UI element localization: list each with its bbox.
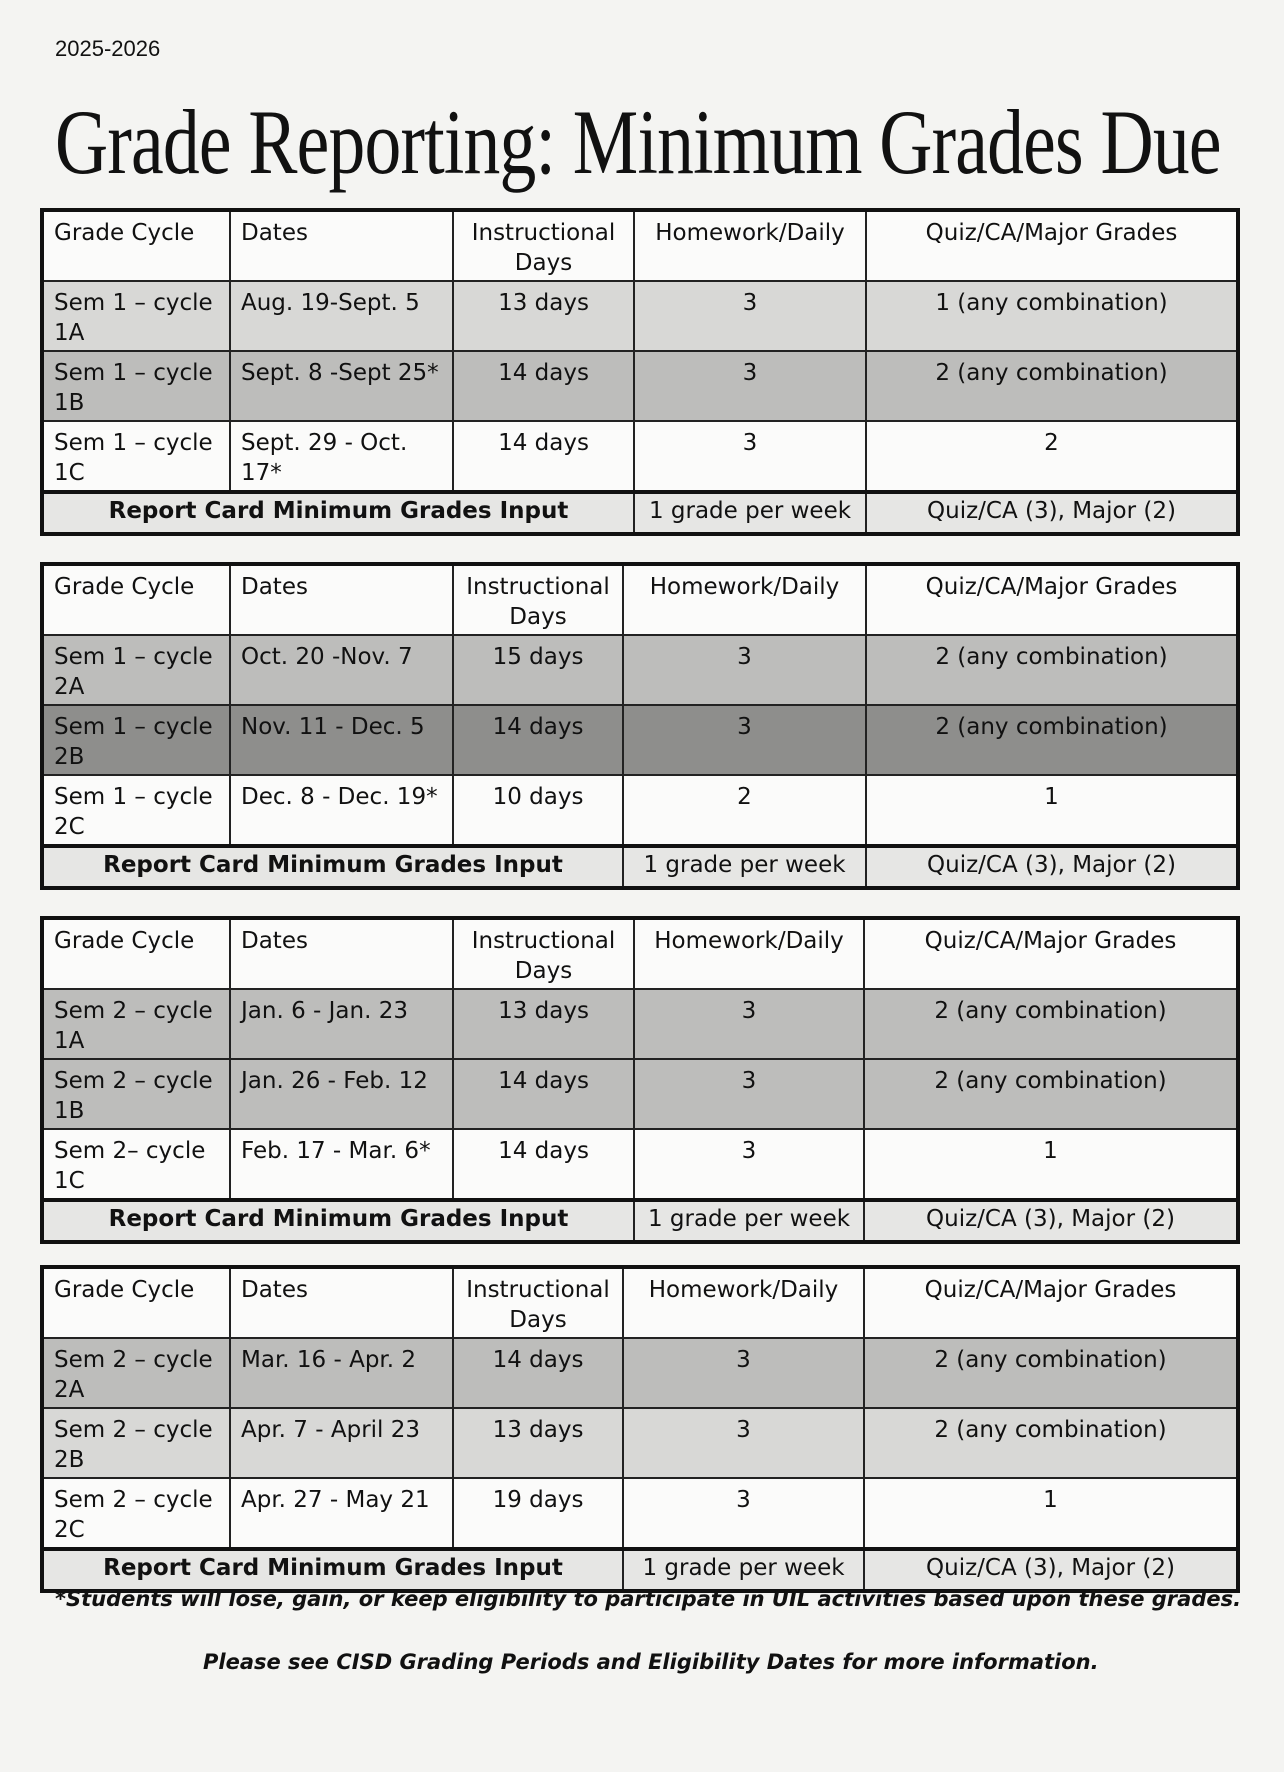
report-card-quiz: Quiz/CA (3), Major (2) <box>866 492 1238 534</box>
cell-grade-cycle: Sem 2 – cycle 1A <box>42 989 230 1059</box>
cell-quiz-ca-major: 2 (any combination) <box>864 1338 1238 1408</box>
cell-grade-cycle: Sem 2– cycle 1C <box>42 1129 230 1200</box>
cell-quiz-ca-major: 2 (any combination) <box>864 1059 1238 1129</box>
header-grade-cycle: Grade Cycle <box>42 918 230 989</box>
cell-dates: Sept. 29 - Oct. 17* <box>230 421 453 492</box>
header-quiz-ca-major: Quiz/CA/Major Grades <box>866 564 1238 635</box>
cell-homework-daily: 3 <box>634 989 864 1059</box>
cell-quiz-ca-major: 1 <box>864 1129 1238 1200</box>
report-card-label: Report Card Minimum Grades Input <box>42 1200 634 1242</box>
header-quiz-ca-major: Quiz/CA/Major Grades <box>864 1267 1238 1338</box>
header-homework-daily: Homework/Daily <box>634 210 866 281</box>
cell-instructional-days: 15 days <box>453 635 623 705</box>
table-row <box>42 1129 1238 1200</box>
cell-homework-daily: 3 <box>623 1338 864 1408</box>
table-header-row <box>42 564 1238 635</box>
cell-grade-cycle: Sem 2 – cycle 2A <box>42 1338 230 1408</box>
cell-grade-cycle: Sem 2 – cycle 2B <box>42 1408 230 1478</box>
cell-dates: Sept. 8 -Sept 25* <box>230 351 453 421</box>
cell-quiz-ca-major: 2 (any combination) <box>866 635 1238 705</box>
cell-dates: Jan. 26 - Feb. 12 <box>230 1059 453 1129</box>
cell-dates: Feb. 17 - Mar. 6* <box>230 1129 453 1200</box>
cell-grade-cycle: Sem 1 – cycle 1A <box>42 281 230 351</box>
cell-instructional-days: 14 days <box>453 1129 634 1200</box>
grade-table-sem2-cycle1 <box>40 916 1240 1244</box>
table-row <box>42 1338 1238 1408</box>
table-header-row <box>42 210 1238 281</box>
cell-dates: Apr. 7 - April 23 <box>230 1408 453 1478</box>
report-card-homework: 1 grade per week <box>623 846 866 888</box>
cell-grade-cycle: Sem 1 – cycle 1C <box>42 421 230 492</box>
cell-homework-daily: 3 <box>634 421 866 492</box>
report-card-quiz: Quiz/CA (3), Major (2) <box>864 1200 1238 1242</box>
cell-quiz-ca-major: 2 (any combination) <box>864 989 1238 1059</box>
table-row <box>42 775 1238 846</box>
eligibility-note: *Students will lose, gain, or keep eligibility to participate in UIL activities based upon these grades. <box>55 1587 1242 1611</box>
header-quiz-ca-major: Quiz/CA/Major Grades <box>866 210 1238 281</box>
header-dates: Dates <box>230 1267 453 1338</box>
header-dates: Dates <box>230 564 453 635</box>
table-row <box>42 1059 1238 1129</box>
header-instructional-days: Instructional Days <box>453 210 634 281</box>
cell-dates: Apr. 27 - May 21 <box>230 1478 453 1549</box>
cell-quiz-ca-major: 2 (any combination) <box>866 351 1238 421</box>
table-row <box>42 351 1238 421</box>
school-year: 2025-2026 <box>55 36 161 61</box>
table-row <box>42 1478 1238 1549</box>
cell-homework-daily: 2 <box>623 775 866 846</box>
report-card-row <box>42 846 1238 888</box>
cell-homework-daily: 3 <box>623 705 866 775</box>
cell-homework-daily: 3 <box>634 1059 864 1129</box>
table-header-row <box>42 1267 1238 1338</box>
cell-quiz-ca-major: 2 (any combination) <box>866 705 1238 775</box>
cell-grade-cycle: Sem 2 – cycle 1B <box>42 1059 230 1129</box>
report-card-label: Report Card Minimum Grades Input <box>42 1549 623 1591</box>
report-card-homework: 1 grade per week <box>623 1549 864 1591</box>
table-row <box>42 1408 1238 1478</box>
cell-grade-cycle: Sem 1 – cycle 2A <box>42 635 230 705</box>
page-title: Grade Reporting: Minimum Grades Due <box>55 91 1221 193</box>
report-card-quiz: Quiz/CA (3), Major (2) <box>864 1549 1238 1591</box>
cell-instructional-days: 14 days <box>453 351 634 421</box>
cell-homework-daily: 3 <box>634 1129 864 1200</box>
cell-instructional-days: 13 days <box>453 989 634 1059</box>
report-card-homework: 1 grade per week <box>634 492 866 534</box>
header-grade-cycle: Grade Cycle <box>42 1267 230 1338</box>
table-row <box>42 635 1238 705</box>
cell-grade-cycle: Sem 1 – cycle 2B <box>42 705 230 775</box>
cell-dates: Oct. 20 -Nov. 7 <box>230 635 453 705</box>
more-info-note: Please see CISD Grading Periods and Eligibility Dates for more information. <box>203 1650 1099 1674</box>
header-dates: Dates <box>230 210 453 281</box>
report-card-row <box>42 492 1238 534</box>
cell-instructional-days: 14 days <box>453 1059 634 1129</box>
cell-instructional-days: 13 days <box>453 281 634 351</box>
grade-table-sem1-cycle1 <box>40 208 1240 536</box>
cell-instructional-days: 19 days <box>453 1478 623 1549</box>
cell-quiz-ca-major: 2 <box>866 421 1238 492</box>
cell-instructional-days: 14 days <box>453 1338 623 1408</box>
cell-instructional-days: 13 days <box>453 1408 623 1478</box>
header-grade-cycle: Grade Cycle <box>42 564 230 635</box>
cell-quiz-ca-major: 1 <box>864 1478 1238 1549</box>
cell-homework-daily: 3 <box>623 1478 864 1549</box>
table-header-row <box>42 918 1238 989</box>
header-grade-cycle: Grade Cycle <box>42 210 230 281</box>
report-card-homework: 1 grade per week <box>634 1200 864 1242</box>
table-row <box>42 281 1238 351</box>
table-row <box>42 705 1238 775</box>
header-instructional-days: Instructional Days <box>453 564 623 635</box>
cell-dates: Aug. 19-Sept. 5 <box>230 281 453 351</box>
table-row <box>42 421 1238 492</box>
cell-grade-cycle: Sem 2 – cycle 2C <box>42 1478 230 1549</box>
cell-quiz-ca-major: 2 (any combination) <box>864 1408 1238 1478</box>
cell-instructional-days: 14 days <box>453 705 623 775</box>
cell-homework-daily: 3 <box>634 351 866 421</box>
cell-homework-daily: 3 <box>634 281 866 351</box>
cell-dates: Dec. 8 - Dec. 19* <box>230 775 453 846</box>
cell-dates: Mar. 16 - Apr. 2 <box>230 1338 453 1408</box>
report-card-row <box>42 1200 1238 1242</box>
report-card-label: Report Card Minimum Grades Input <box>42 846 623 888</box>
grade-table-sem1-cycle2 <box>40 562 1240 890</box>
cell-dates: Nov. 11 - Dec. 5 <box>230 705 453 775</box>
cell-quiz-ca-major: 1 (any combination) <box>866 281 1238 351</box>
header-instructional-days: Instructional Days <box>453 918 634 989</box>
report-card-label: Report Card Minimum Grades Input <box>42 492 634 534</box>
report-card-row <box>42 1549 1238 1591</box>
grade-table-sem2-cycle2 <box>40 1265 1240 1593</box>
cell-grade-cycle: Sem 1 – cycle 2C <box>42 775 230 846</box>
cell-dates: Jan. 6 - Jan. 23 <box>230 989 453 1059</box>
header-homework-daily: Homework/Daily <box>623 1267 864 1338</box>
header-homework-daily: Homework/Daily <box>634 918 864 989</box>
header-quiz-ca-major: Quiz/CA/Major Grades <box>864 918 1238 989</box>
header-homework-daily: Homework/Daily <box>623 564 866 635</box>
header-dates: Dates <box>230 918 453 989</box>
cell-quiz-ca-major: 1 <box>866 775 1238 846</box>
report-card-quiz: Quiz/CA (3), Major (2) <box>866 846 1238 888</box>
cell-homework-daily: 3 <box>623 1408 864 1478</box>
cell-homework-daily: 3 <box>623 635 866 705</box>
cell-instructional-days: 14 days <box>453 421 634 492</box>
cell-instructional-days: 10 days <box>453 775 623 846</box>
table-row <box>42 989 1238 1059</box>
header-instructional-days: Instructional Days <box>453 1267 623 1338</box>
cell-grade-cycle: Sem 1 – cycle 1B <box>42 351 230 421</box>
